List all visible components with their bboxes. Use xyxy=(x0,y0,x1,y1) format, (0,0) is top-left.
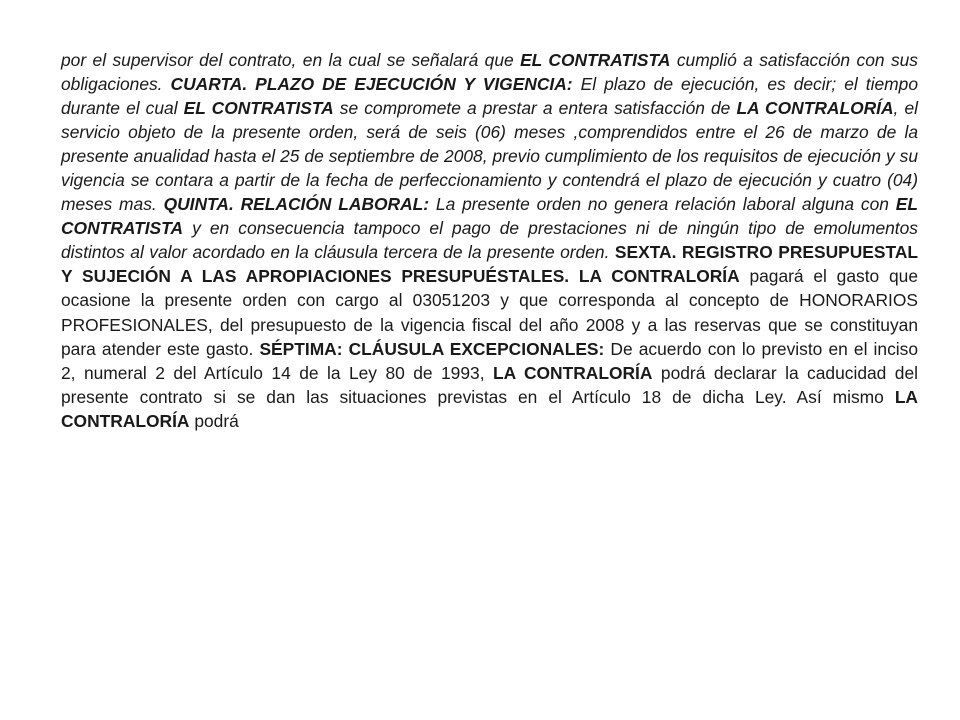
contract-text xyxy=(61,48,918,433)
text-segment-emphasis: LA CONTRALORÍA xyxy=(492,362,653,383)
clause-heading-cuarta: CUARTA. PLAZO DE EJECUCIÓN Y VIGENCIA: xyxy=(170,74,573,95)
clause-heading-septima: SÉPTIMA: CLÁUSULA EXCEPCIONALES: xyxy=(259,338,605,359)
text-segment-emphasis: LA CONTRALORÍA xyxy=(61,386,918,431)
text-segment: La presente orden no genera relación laboral alguna con xyxy=(429,194,896,215)
text-segment-emphasis: LA CONTRALORÍA xyxy=(736,98,894,119)
text-segment: por el supervisor del contrato, en la cual se señalará que xyxy=(61,50,521,70)
text-segment-emphasis: EL CONTRATISTA xyxy=(183,98,334,119)
text-segment: El plazo de ejecución, es decir; el tiempo durante el cual xyxy=(61,74,918,119)
text-segment: cumplió a satisfacción con sus obligaciones. xyxy=(61,50,919,95)
text-segment-emphasis: EL CONTRATISTA xyxy=(61,194,918,239)
text-segment: podrá declarar la caducidad del presente contrato si se dan las situaciones previstas en el Artículo 18 de dicha Ley. Así mismo xyxy=(61,362,918,407)
text-segment: y en consecuencia tampoco el pago de prestaciones ni de ningún tipo de emolumentos distintos al valor acordado en la cláusula tercera de la presente orden. xyxy=(61,218,918,263)
text-segment: , el servicio objeto de la presente orden, será de seis (06) meses ,comprendidos entre el 26 de marzo de la presente anualidad hasta el 25 de septiembre de 2008, previo cumplimiento de los requisitos de ejecución y su vigencia se contara a partir de la fecha de perfeccionamiento y contendrá el plazo de ejecución y cuatro (04) meses mas. xyxy=(61,98,918,215)
text-segment: pagará el gasto que ocasione la presente orden con cargo al 03051203 y que corresponda al concepto de HONORARIOS PROFESIONALES, del presupuesto de la vigencia fiscal del año 2008 y a las reservas que se constituyan para atender este gasto. xyxy=(61,266,918,359)
clause-heading-quinta: QUINTA. RELACIÓN LABORAL: xyxy=(163,194,430,215)
text-segment: De acuerdo con lo previsto en el inciso 2, numeral 2 del Artículo 14 de la Ley 80 de 1993, xyxy=(61,338,918,383)
text-segment: podrá xyxy=(189,410,239,431)
clause-heading-sexta: SEXTA. REGISTRO PRESUPUESTAL Y SUJECIÓN A LAS APROPIACIONES PRESUPUÉSTALES. LA CONTRALORÍA xyxy=(61,242,919,287)
text-segment: se compromete a prestar a entera satisfacción de xyxy=(333,98,737,119)
text-segment-emphasis: EL CONTRATISTA xyxy=(520,50,671,70)
